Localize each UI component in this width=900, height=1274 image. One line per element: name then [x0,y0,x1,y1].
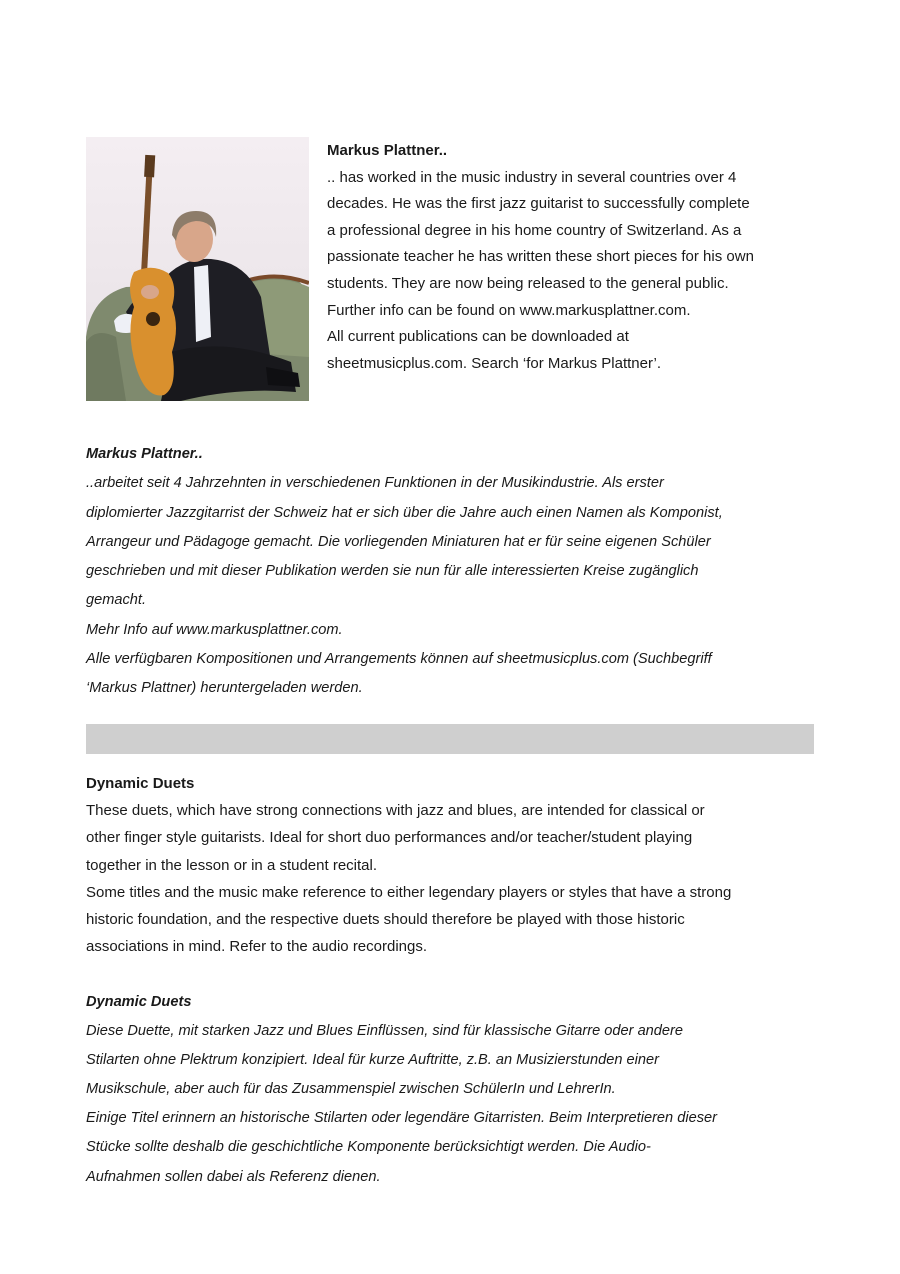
bio-german-heading: Markus Plattner.. [86,446,203,462]
bio-english-heading: Markus Plattner.. [327,142,448,159]
duets-english [86,770,826,960]
bio-german-line: Arrangeur und Pädagoge gemacht. Die vorliegenden Miniaturen hat er für seine eigenen Schüler [86,533,711,550]
duets-english-heading: Dynamic Duets [86,775,195,792]
bio-english-line: decades. He was the first jazz guitarist to successfully complete [327,195,750,213]
duets-german [86,988,826,1192]
bio-english-line: students. They are now being released to the general public. [327,274,729,292]
duets-german-line: Stilarten ohne Plektrum konzipiert. Ideal für kurze Auftritte, z.B. an Musizierstunden einer [86,1052,659,1069]
duets-english-line: Some titles and the music make reference to either legendary players or styles that have a strong [86,883,732,901]
section-divider [86,724,814,754]
bio-english [327,138,827,377]
bio-english-line: All current publications can be downloaded at [327,328,629,346]
duets-german-line: Aufnahmen sollen dabei als Referenz dienen. [86,1168,381,1185]
duets-german-line: Diese Duette, mit starken Jazz und Blues Einflüssen, sind für klassische Gitarre oder andere [86,1023,684,1040]
duets-english-line: together in the lesson or in a student recital. [86,856,378,874]
bio-german-line: geschrieben und mit dieser Publikation werden sie nun für alle interessierten Kreise zugänglich [86,563,699,580]
bio-german-line: Mehr Info auf www.markusplattner.com. [86,621,343,638]
bio-german-line: ‘Markus Plattner) heruntergeladen werden. [86,680,363,697]
duets-english-line: other finger style guitarists. Ideal for short duo performances and/or teacher/student playing [86,829,693,847]
bio-german [86,440,826,704]
duets-german-line: Stücke sollte deshalb die geschichtliche Komponente berücksichtigt werden. Die Audio- [86,1139,651,1156]
duets-english-line: These duets, which have strong connections with jazz and blues, are intended for classical or [86,802,705,820]
bio-german-line: ..arbeitet seit 4 Jahrzehnten in verschiedenen Funktionen in der Musikindustrie. Als erster [86,475,664,492]
bio-english-line: Further info can be found on www.markusplattner.com. [327,301,691,319]
bio-german-line: Alle verfügbaren Kompositionen und Arrangements können auf sheetmusicplus.com (Suchbegriff [86,651,712,668]
bio-english-line: a professional degree in his home country of Switzerland. As a [327,221,742,239]
bio-english-line: sheetmusicplus.com. Search ‘for Markus Plattner’. [327,354,662,372]
duets-german-line: Einige Titel erinnern an historische Stilarten oder legendäre Gitarristen. Beim Interpretieren dieser [86,1110,717,1127]
bio-english-line: .. has worked in the music industry in several countries over 4 [327,168,737,186]
bio-english-line: passionate teacher he has written these short pieces for his own [327,248,754,266]
bio-german-line: gemacht. [86,592,147,609]
bio-german-line: diplomierter Jazzgitarrist der Schweiz hat er sich über die Jahre auch einen Namen als Komponist, [86,504,723,521]
duets-english-line: associations in mind. Refer to the audio recordings. [86,938,428,956]
duets-german-heading: Dynamic Duets [86,994,192,1010]
author-photo [86,137,309,401]
duets-english-line: historic foundation, and the respective duets should therefore be played with those historic [86,911,685,929]
duets-german-line: Musikschule, aber auch für das Zusammenspiel zwischen SchülerIn und LehrerIn. [86,1081,616,1098]
author-photo-illustration [86,137,309,401]
